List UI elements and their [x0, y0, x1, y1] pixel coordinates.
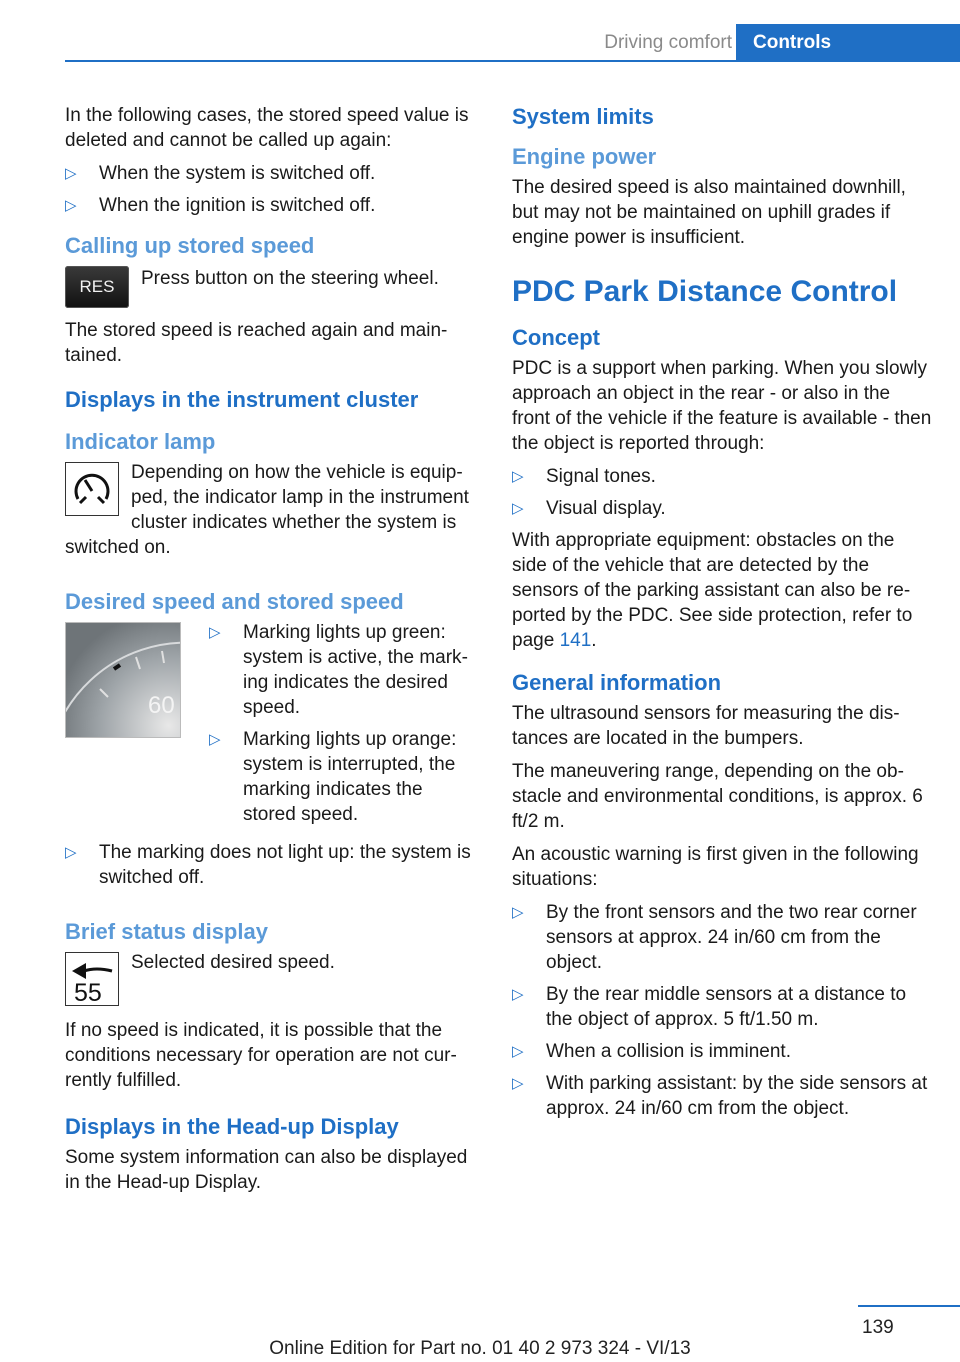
indicator-heading: Indicator lamp: [65, 429, 216, 454]
concept-list: [512, 464, 932, 521]
list-item: ▷ Marking lights up green: system is active, the marking indicates the desired speed.: [209, 622, 468, 718]
list-item: ▷ Marking lights up orange: system is interrupted, the marking indicates the stored speed.: [209, 729, 457, 825]
speed-display-icon: [65, 952, 119, 1006]
speedometer-gauge-icon: [65, 622, 181, 738]
engine-text: The desired speed is also maintained downhill, but may not be maintained on uphill grades if engine power is insufficient.: [512, 177, 906, 248]
triangle-bullet-icon: ▷: [209, 731, 221, 748]
hud-heading: Displays in the Head-up Display: [65, 1114, 399, 1139]
marking-off-list: [65, 840, 480, 890]
desired-row: [65, 620, 480, 840]
page-number: 139: [862, 1317, 894, 1338]
indicator-text: Depending on how the vehicle is equipped, the indicator lamp in the instrument cluster indicates whether the system is switched on.: [65, 462, 469, 558]
acoustic-list: [512, 900, 932, 1121]
right-column: [512, 103, 932, 1128]
triangle-bullet-icon: ▷: [512, 1075, 524, 1092]
limits-heading: System limits: [512, 104, 654, 129]
brief-heading: Brief status display: [65, 919, 268, 944]
res-text: Press button on the steering wheel.: [141, 268, 439, 289]
range-text: The maneuvering range, depending on the obstacle and environmental conditions, is approx. 6 ft/2 m.: [512, 761, 923, 832]
triangle-bullet-icon: ▷: [512, 986, 524, 1003]
res-button-icon: RES: [65, 266, 129, 308]
list-item: ▷ Visual display.: [512, 498, 666, 519]
left-column: [65, 103, 480, 1203]
triangle-bullet-icon: ▷: [65, 197, 77, 214]
concept-text: PDC is a support when parking. When you slowly approach an object in the rear - or also in the front of the vehicle if the feature is available - then the object is reported through:: [512, 358, 932, 454]
cruise-indicator-icon: [65, 462, 119, 516]
general-text: The ultrasound sensors for measuring the distances are located in the bumpers.: [512, 703, 900, 749]
triangle-bullet-icon: ▷: [512, 500, 524, 517]
triangle-bullet-icon: ▷: [512, 468, 524, 485]
svg-text:55: 55: [74, 979, 102, 1005]
list-item: ▷ By the rear middle sensors at a distance to the object of approx. 5 ft/1.50 m.: [512, 984, 907, 1030]
list-item: ▷ By the front sensors and the two rear corner sensors at approx. 24 in/60 cm from the object.: [512, 902, 917, 973]
pdc-heading: PDC Park Distance Control: [512, 275, 898, 308]
res-row: [65, 264, 480, 312]
edition-footer: Online Edition for Part no. 01 40 2 973 324 - VI/13: [269, 1338, 691, 1359]
acoustic-text: An acoustic warning is first given in the following situations:: [512, 844, 919, 890]
footer-rule: [858, 1305, 960, 1307]
equipment-text: With appropriate equipment: obstacles on the side of the vehicle that are detected by the sensors of the parking assistant can also be reported by the PDC. See side protection, refer to page 141.: [512, 530, 913, 651]
header-section-title: Driving comfort: [604, 32, 732, 53]
triangle-bullet-icon: ▷: [65, 165, 77, 182]
hud-text: Some system information can also be displayed in the Head-up Display.: [65, 1147, 468, 1193]
page-link-141[interactable]: 141: [559, 630, 592, 651]
desired-list: [209, 620, 480, 834]
list-item: ▷ The marking does not light up: the system is switched off.: [65, 842, 471, 888]
calling-heading: Calling up stored speed: [65, 233, 315, 258]
general-heading: General information: [512, 670, 722, 695]
stored-text: The stored speed is reached again and maintained.: [65, 320, 448, 366]
intro-text: In the following cases, the stored speed value is deleted and cannot be called up again:: [65, 105, 469, 151]
list-item: ▷ When the system is switched off.: [65, 163, 376, 184]
desired-heading: Desired speed and stored speed: [65, 589, 404, 614]
brief-row: [65, 950, 480, 1010]
header-rule: [65, 60, 960, 62]
indicator-row: [65, 460, 480, 560]
list-item: ▷ Signal tones.: [512, 466, 656, 487]
no-speed-text: If no speed is indicated, it is possible that the conditions necessary for operation are not currently fulfilled.: [65, 1020, 457, 1091]
triangle-bullet-icon: ▷: [512, 904, 524, 921]
brief-text: Selected desired speed.: [131, 952, 335, 973]
header-tab-controls: Controls: [736, 24, 960, 62]
triangle-bullet-icon: ▷: [512, 1043, 524, 1060]
engine-heading: Engine power: [512, 144, 657, 169]
list-item: ▷ With parking assistant: by the side sensors at approx. 24 in/60 cm from the object.: [512, 1073, 928, 1119]
intro-list: [65, 161, 480, 218]
triangle-bullet-icon: ▷: [209, 624, 221, 641]
displays-heading: Displays in the instrument cluster: [65, 387, 419, 412]
list-item: ▷ When the ignition is switched off.: [65, 195, 376, 216]
list-item: ▷ When a collision is imminent.: [512, 1041, 791, 1062]
concept-heading: Concept: [512, 325, 600, 350]
triangle-bullet-icon: ▷: [65, 844, 77, 861]
svg-text:60: 60: [148, 692, 175, 719]
